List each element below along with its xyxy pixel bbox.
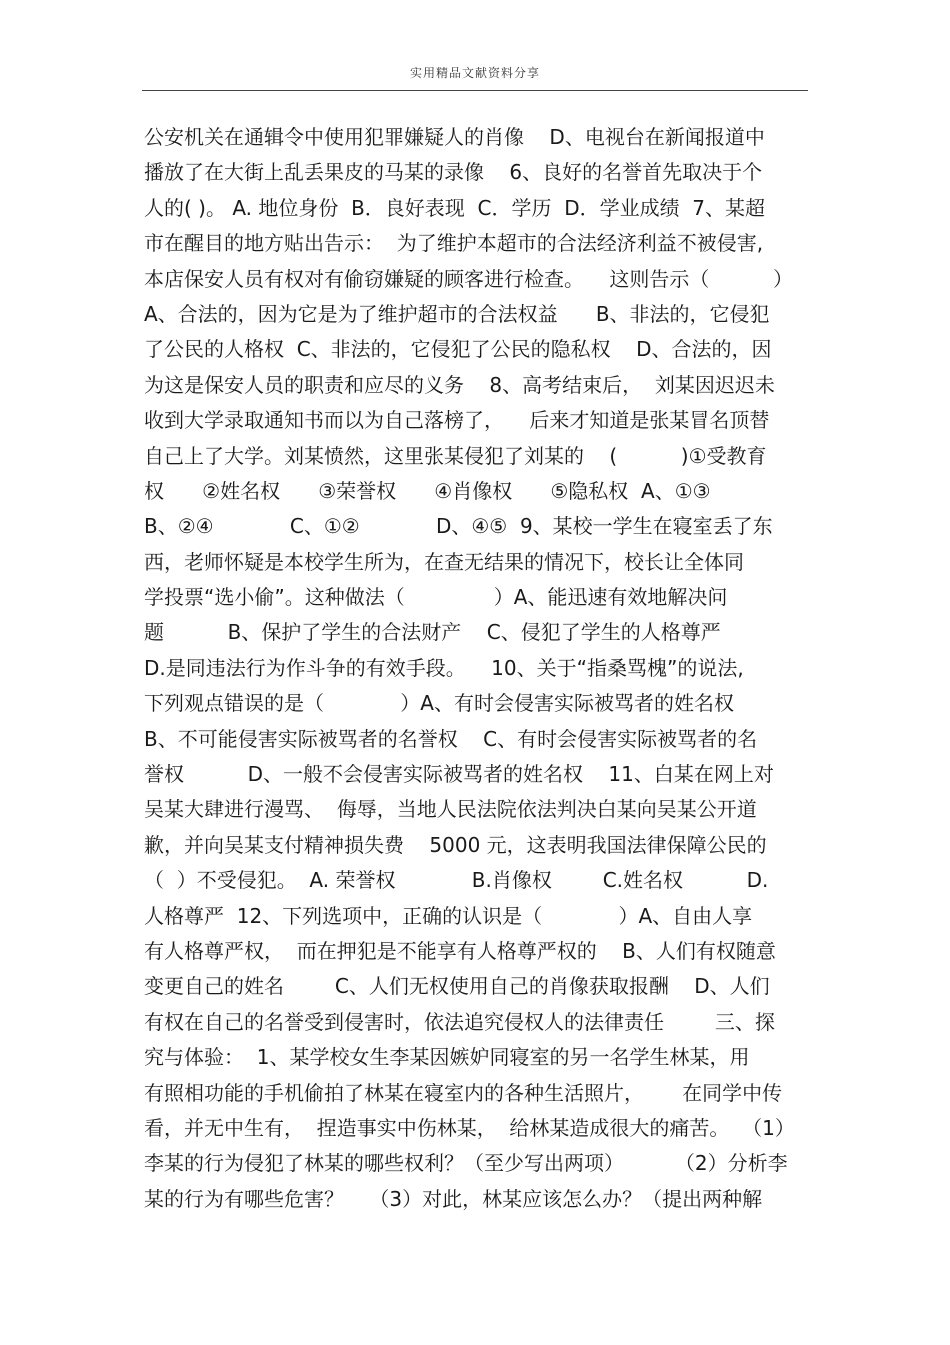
text-line: 李某的行为侵犯了林某的哪些权利？（至少写出两项） （2）分析李	[144, 1151, 788, 1176]
text-line: 自己上了大学。刘某愤然，这里张某侵犯了刘某的 ( )①受教育	[144, 443, 767, 468]
text-line: 有权在自己的名誉受到侵害时，依法追究侵权人的法律责任 三、探	[144, 1009, 775, 1034]
text-line: 市在醒目的地方贴出告示： 为了维护本超市的合法经济利益不被侵害,	[144, 231, 764, 256]
text-line: 究与体验： 1、某学校女生李某因嫉妒同寝室的另一名学生林某，用	[144, 1045, 750, 1070]
text-line: 人的( )。 A. 地位身份 B．良好表现 C．学历 D．学业成绩 7、某超	[144, 195, 766, 220]
text-line: A、合法的，因为它是为了维护超市的合法权益 B、非法的，它侵犯	[144, 301, 770, 326]
text-line: B、不可能侵害实际被骂者的名誉权 C、有时会侵害实际被骂者的名	[144, 726, 758, 751]
text-line: 权 ②姓名权 ③荣誉权 ④肖像权 ⑤隐私权 A、①③	[144, 478, 711, 503]
text-line: 收到大学录取通知书而以为自己落榜了， 后来才知道是张某冒名顶替	[144, 408, 770, 433]
text-line: 看，并无中生有， 捏造事实中伤林某， 给林某造成很大的痛苦。 （1）	[144, 1115, 795, 1140]
text-line: 播放了在大街上乱丢果皮的马某的录像 6、良好的名誉首先取决于个	[144, 160, 763, 185]
text-line: 人格尊严 12、下列选项中，正确的认识是（ ）A、自由人享	[144, 903, 753, 928]
text-line: 有照相功能的手机偷拍了林某在寝室内的各种生活照片， 在同学中传	[144, 1080, 783, 1105]
text-line: 变更自己的姓名 C、人们无权使用自己的肖像获取报酬 D、人们	[144, 974, 770, 999]
text-line: 誉权 D、一般不会侵害实际被骂者的姓名权 11、白某在网上对	[144, 762, 774, 787]
text-line: 学投票“选小偷”。这种做法（ ）A、能迅速有效地解决问	[144, 585, 728, 610]
text-line: 下列观点错误的是（ ）A、有时会侵害实际被骂者的姓名权	[144, 691, 734, 716]
page-header: 实用精品文献资料分享	[409, 66, 540, 80]
text-line: 歉，并向吴某支付精神损失费 5000 元，这表明我国法律保障公民的	[144, 832, 767, 857]
text-line: 为这是保安人员的职责和应尽的义务 8、高考结束后， 刘某因迟迟未	[144, 372, 775, 397]
header-divider	[142, 90, 808, 91]
text-line: 题 B、保护了学生的合法财产 C、侵犯了学生的人格尊严	[144, 620, 721, 645]
text-line: 西，老师怀疑是本校学生所为，在查无结果的情况下，校长让全体同	[144, 549, 744, 574]
text-line: B、②④ C、①② D、④⑤ 9、某校一学生在寝室丢了东	[144, 514, 773, 539]
document-body	[144, 120, 808, 1217]
text-line: 公安机关在通辑令中使用犯罪嫌疑人的肖像 D、电视台在新闻报道中	[144, 125, 765, 149]
text-line: 有人格尊严权， 而在押犯是不能享有人格尊严权的 B、人们有权随意	[144, 938, 776, 963]
text-line: 了公民的人格权 C、非法的，它侵犯了公民的隐私权 D、合法的，因	[144, 337, 772, 362]
text-line: D.是同违法行为作斗争的有效手段。 10、关于“指桑骂槐”的说法,	[144, 655, 744, 680]
text-line: 吴某大肆进行漫骂、 侮辱，当地人民法院依法判决白某向吴某公开道	[144, 797, 757, 822]
text-line: 某的行为有哪些危害？ （3）对此，林某应该怎么办？（提出两种解	[144, 1186, 763, 1211]
text-line: 本店保安人员有权对有偷窃嫌疑的顾客进行检查。 这则告示（ ）	[144, 266, 794, 291]
text-line: （ ）不受侵犯。 A. 荣誉权 B.肖像权 C.姓名权 D.	[144, 868, 769, 893]
